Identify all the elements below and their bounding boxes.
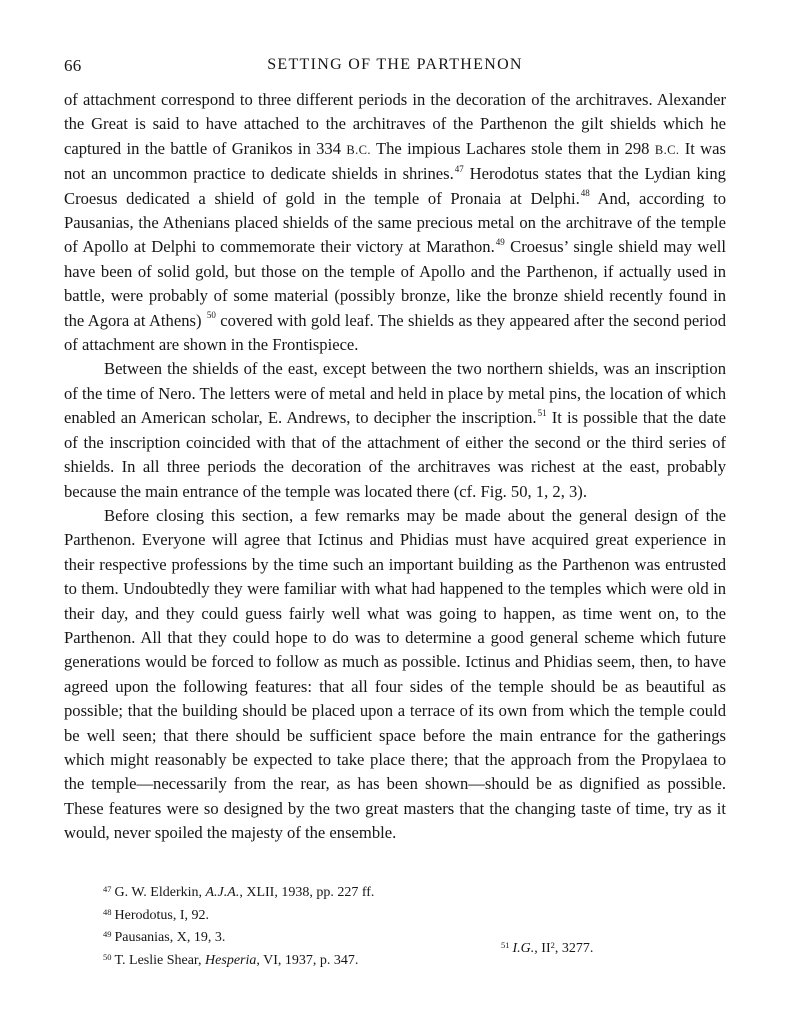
running-title: SETTING OF THE PARTHENON [267,56,523,73]
paragraph-1: of attachment correspond to three different periods in the decoration of the architraves. Alexander the Great is said to have attached to the architraves of the Parthenon the gilt shields which he captured in the battle of Granikos in 334 B.C. The impious Lachares stole them in 298 B.C. It was not an uncommon practice to dedicate shields in shrines.$^{47}$ Herodotus states that the Lydian king Croesus dedicated a shield of gold in the temple of Pronaia at Delphi.$^{48}$ And, according to Pausanias, the Athenians placed shields of the same precious metal on the architrave of the temple of Apollo at Delphi to commemorate their victory at Marathon.$^{49}$ Croesus’ single shield may well have been of solid gold, but those on the temple of Apollo and the Parthenon, if actually used in battle, were probably of some material (possibly bronze, like the bronze shield recently found in the Agora at Athens) $^{50}$ covered with gold leaf. The shields as they appeared after the second period of attachment are shown in the Frontispiece. [64,90,726,355]
footnote-49: $^{49}$ Pausanias, X, 19, 3. [103,929,226,945]
footnotes [103,880,663,970]
paragraph-3: Before closing this section, a few remarks may be made about the general design of the Parthenon. Everyone will agree that Ictinus and Phidias must have acquired great experience in their respective professions by the time such an important building as the Parthenon was entrusted to them. Undoubtedly they were familiar with what had happened to the temples which were old in their day, and they could guess fairly well what was going to happen, as time went on, to the Parthenon. All that they could hope to do was to determine a good general scheme which future generations would be forced to follow as much as possible. Ictinus and Phidias seem, then, to have agreed upon the following features: that all four sides of the temple should be as beautiful as possible; that the building should be placed upon a terrace of its own from which the temple could be well seen; that there should be sufficient space before the main entrance for the gatherings which might reasonably be expected to take place there; that the approach from the Propylaea to the temple—necessarily from the rear, as has been shown—should be as dignified as possible. These features were so designed by the two great masters that the changing taste of time, try as it would, never spoiled the majesty of the ensemble. [64,505,726,843]
paragraph-2: Between the shields of the east, except between the two northern shields, was an inscription of the time of Nero. The letters were of metal and held in place by metal pins, the location of which enabled an American scholar, E. Andrews, to decipher the inscription.$^{51}$ It is possible that the date of the inscription coincided with that of the attachment of either the second or the third series of shields. In all three periods the decoration of the architraves was richest at the east, probably because the main entrance of the temple was located there (cf. Fig. 50, 1, 2, 3). [64,359,727,501]
running-head [64,56,726,80]
footnote-47: $^{47}$ G. W. Elderkin, A.J.A., XLII, 1938, pp. 227 ff. [103,884,375,900]
footnote-50: $^{50}$ T. Leslie Shear, Hesperia, VI, 1937, p. 347. [103,951,359,968]
footnote-ref-49: 49 [495,236,505,247]
footnote-ref-47: 47 [454,163,464,174]
footnote-48: $^{48}$ Herodotus, I, 92. [103,906,209,923]
footnote-ref-50: 50 [206,310,216,321]
page-number: 66 [64,56,82,75]
footnote-ref-51: 51 [537,407,547,418]
footnote-ref-48: 48 [580,188,590,199]
footnote-51: $^{51}$ I.G., II$^2$, 3277. [501,939,594,956]
body-text [64,88,726,846]
